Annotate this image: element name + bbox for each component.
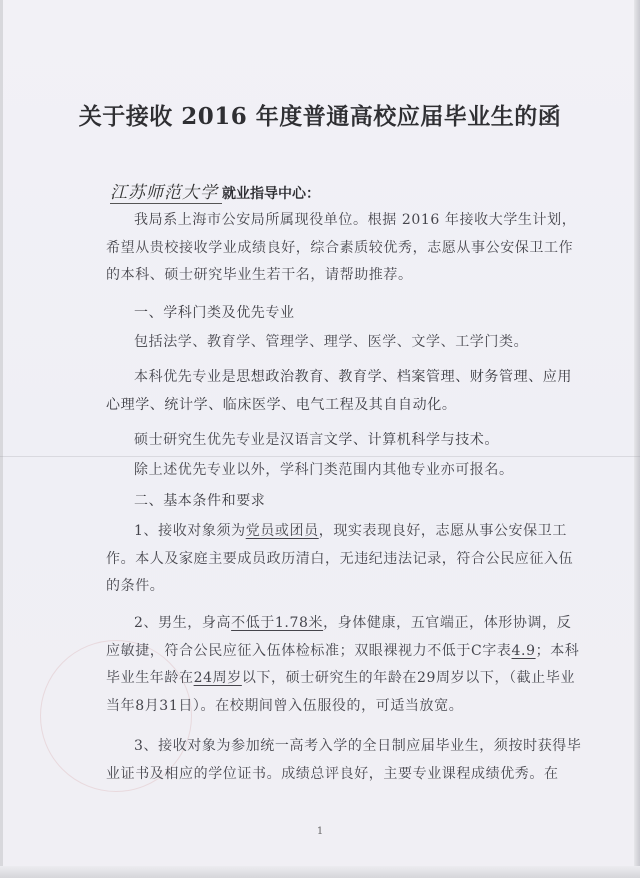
item2-part3: ；本科毕业生年龄在	[106, 642, 580, 686]
item1-prefix: 1、接收对象须为	[134, 523, 246, 539]
section2-item1	[106, 518, 582, 601]
item2-height-requirement: 不低于1.78米	[231, 615, 324, 631]
section2-heading: 二、基本条件和要求	[134, 493, 266, 509]
page-edge-bottom	[0, 866, 640, 878]
handwritten-university-name: 江苏师范大学	[110, 178, 222, 204]
section2-item2	[106, 610, 582, 720]
item2-vision-requirement: 4.9	[511, 642, 536, 659]
section2-item3: 3、接收对象为参加统一高考入学的全日制应届毕业生，须按时获得毕业证书及相应的学位证书。成绩总评良好，主要专业课程成绩优秀。在	[106, 738, 582, 782]
intro-paragraph: 我局系上海市公安局所属现役单位。根据 2016 年接收大学生计划，希望从贵校接收学业成绩良好，综合素质较优秀，志愿从事公安保卫工作的本科、硕士研究毕业生若干名，请帮助推荐。	[106, 212, 577, 283]
addressee-line	[110, 178, 320, 204]
page-number: 1	[316, 826, 324, 837]
item1-suffix: ，现实表现良好，志愿从事公安保卫工作。本人及家庭主要成员政历清白，无违纪违法记录，符合公民应征入伍的条件。	[106, 523, 574, 594]
item2-age-requirement: 24周岁	[193, 670, 242, 686]
page-edge-left	[0, 0, 3, 878]
item2-part4: 以下，硕士研究生的年龄在29周岁以下，（截止毕业当年8月31日）。在校期间曾入伍服役的，可适当放宽。	[106, 670, 576, 714]
item2-part2: ，身体健康，五官端正，体形协调，反应敏捷，符合公民应征入伍体检标准；双眼裸视力不低于C字表	[106, 615, 572, 659]
addressee-suffix: 就业指导中心：	[222, 186, 320, 202]
item1-underlined: 党员或团员	[245, 523, 319, 539]
section1-other-majors: 除上述优先专业以外，学科门类范围内其他专业亦可报名。	[134, 462, 514, 478]
undergrad-priority-suffix: 。	[441, 396, 457, 413]
graduate-priority-suffix: 。	[484, 432, 500, 448]
section1-heading: 一、学科门类及优先专业	[134, 305, 295, 321]
section1-undergrad-priority	[106, 364, 582, 419]
section1-disciplines: 包括法学、教育学、管理学、理学、医学、文学、工学门类。	[134, 334, 529, 350]
section1-graduate-priority	[106, 427, 582, 455]
document-title: 关于接收 2016 年度普通高校应届毕业生的函	[78, 103, 562, 130]
item2-part1: 2、男生，身高	[134, 615, 232, 631]
page-edge-right	[634, 0, 640, 878]
undergrad-priority-majors: 思想政治教育、教育学、档案管理、财务管理、应用心理学、统计学、临床医学、电气工程及其自自动化	[106, 369, 573, 413]
graduate-priority-majors: 汉语言文学、计算机科学与技术	[280, 432, 485, 448]
graduate-priority-prefix: 硕士研究生优先专业是	[134, 432, 280, 448]
undergrad-priority-prefix: 本科优先专业是	[134, 369, 237, 385]
